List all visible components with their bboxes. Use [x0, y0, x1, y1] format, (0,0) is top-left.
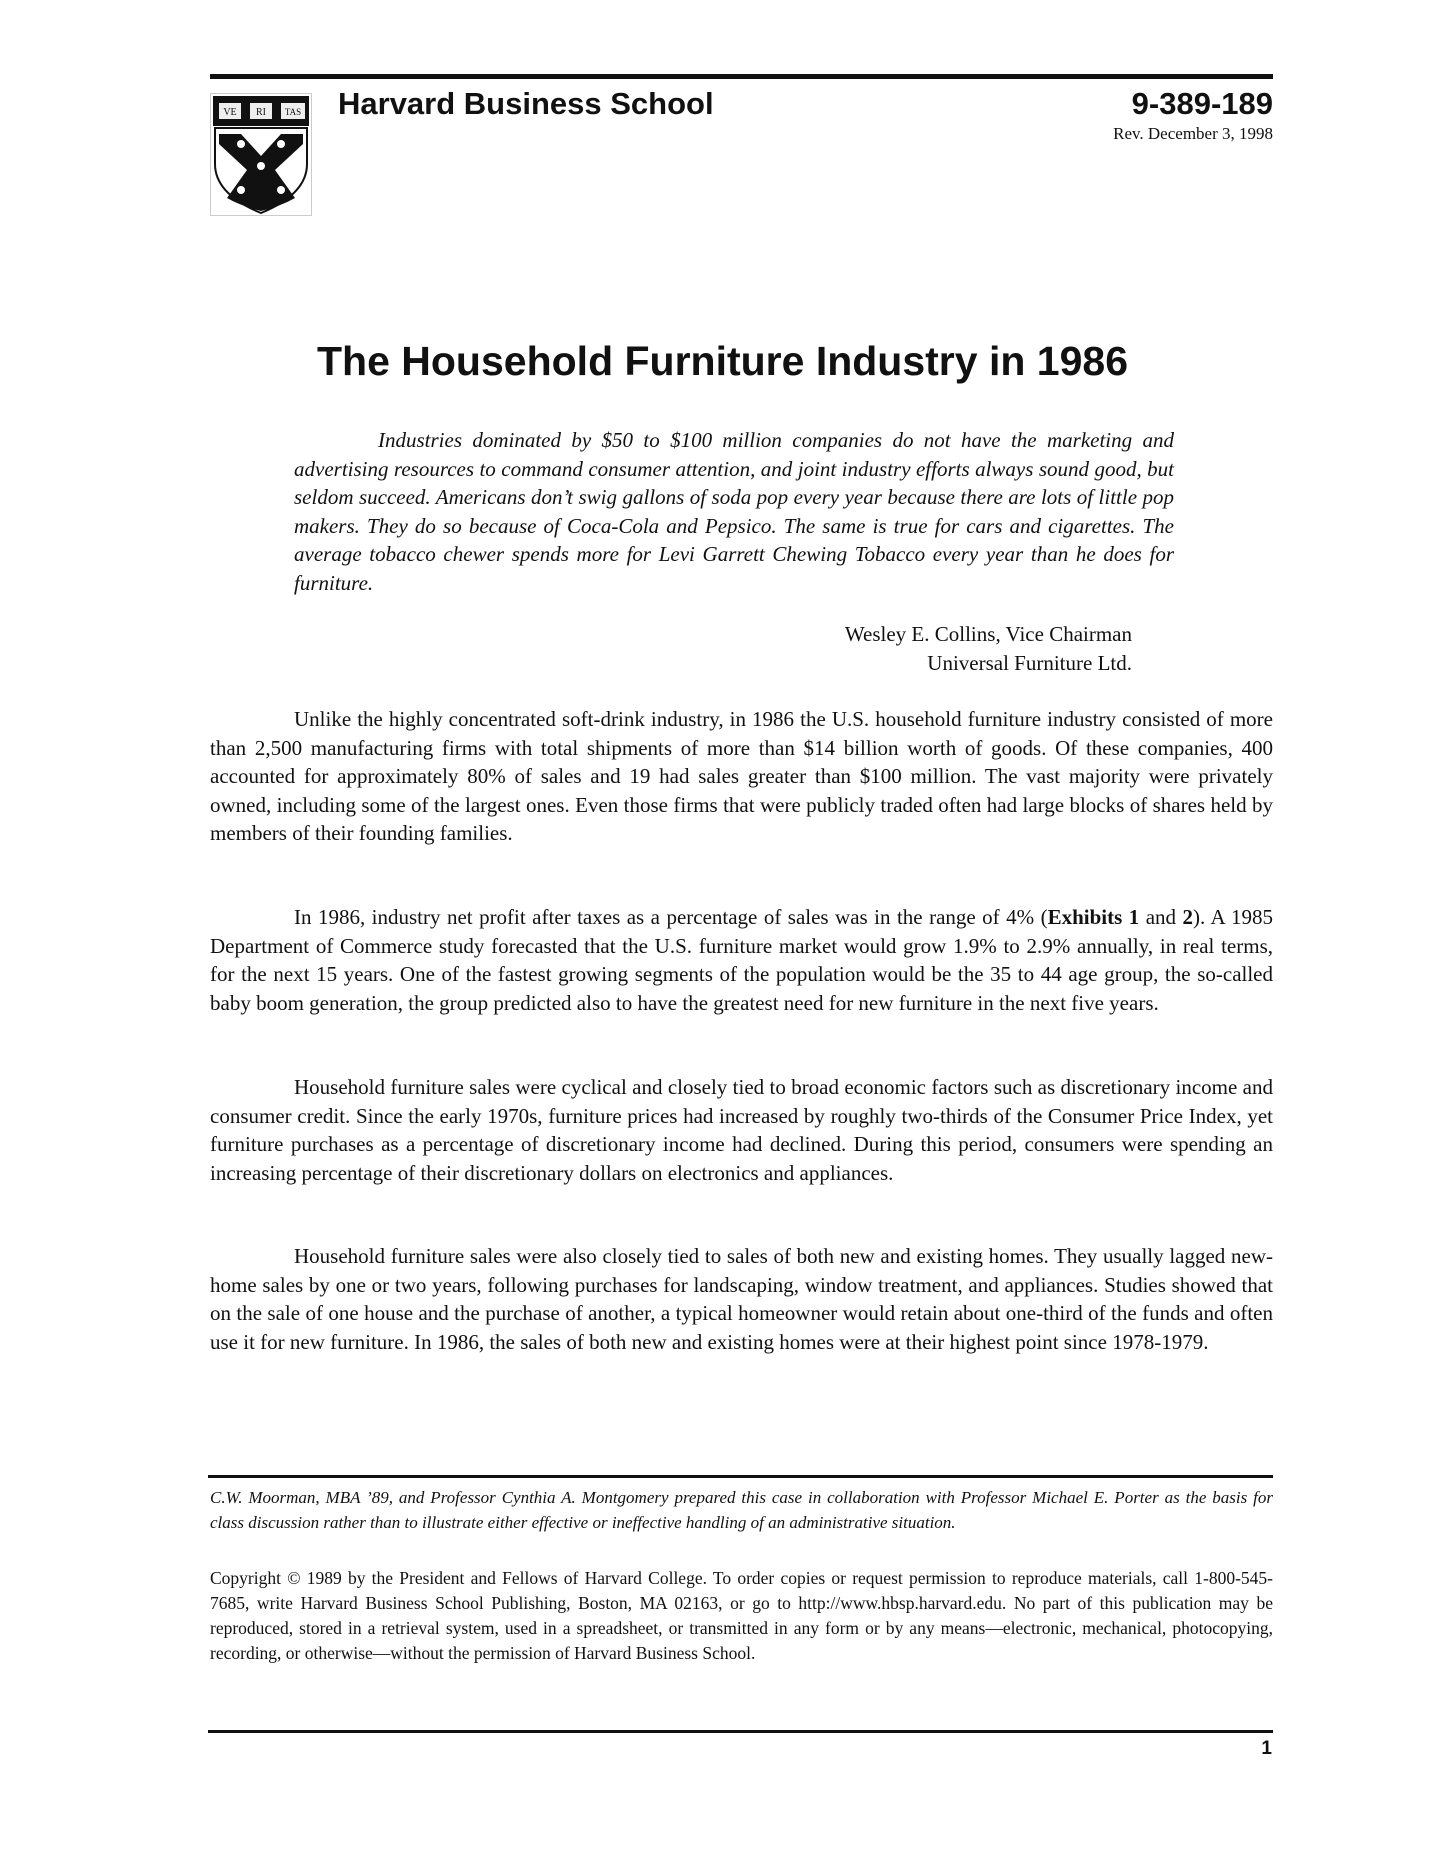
- attribution-org: Universal Furniture Ltd.: [927, 651, 1132, 675]
- exhibit-reference-1: Exhibits 1: [1047, 905, 1140, 929]
- copyright-notice: Copyright © 1989 by the President and Fellows of Harvard College. To order copies or request permission to reproduce materials, call 1-800-545-7685, write Harvard Business School Publishing, Boston, MA 02163, or go to http://www.hbsp.harvard.edu. No part of this publication may be reproduced, stored in a retrieval system, used in a spreadsheet, or transmitted in any form or by any means—electronic, mechanical, photocopying, recording, or otherwise—without the permission of Harvard Business School.: [210, 1568, 1273, 1663]
- footer-rule: [208, 1475, 1273, 1478]
- attribution-name: Wesley E. Collins, Vice Chairman: [844, 622, 1132, 646]
- harvard-shield-icon: [210, 93, 312, 216]
- paragraph-text: and: [1139, 905, 1183, 929]
- body-paragraph-2: [210, 903, 1273, 1017]
- page-number: 1: [1261, 1738, 1272, 1759]
- body-paragraph-4: Household furniture sales were also closely tied to sales of both new and existing homes. They usually lagged new-home sales by one or two years, following purchases for landscaping, window treatment, and appliances. Studies showed that on the sale of one house and the purchase of another, a typical homeowner would retain about one-third of the funds and often use it for new furniture. In 1986, the sales of both new and existing homes were at their highest point since 1978-1979.: [210, 1244, 1273, 1354]
- epigraph-quote: [294, 426, 1174, 597]
- body-paragraph-1: Unlike the highly concentrated soft-drink industry, in 1986 the U.S. household furniture industry consisted of more than 2,500 manufacturing firms with total shipments of more than $14 billion worth of goods. Of these companies, 400 accounted for approximately 80% of sales and 19 had sales greater than $100 million. The vast majority were privately owned, including some of the largest ones. Even those firms that were publicly traded often had large blocks of shares held by members of their founding families.: [210, 707, 1273, 846]
- exhibit-reference-2: 2: [1182, 905, 1193, 929]
- institution-name: Harvard Business School: [338, 86, 714, 121]
- page-bottom-rule: [208, 1730, 1273, 1733]
- revision-date: Rev. December 3, 1998: [1113, 124, 1273, 143]
- case-number: 9-389-189: [1131, 86, 1273, 121]
- header-rule: [210, 74, 1273, 79]
- svg-text:RI: RI: [256, 107, 266, 118]
- logo-banner-ve: VE: [223, 107, 237, 118]
- document-title: The Household Furniture Industry in 1986: [317, 338, 1128, 384]
- case-authorship-note: C.W. Moorman, MBA ’89, and Professor Cynthia A. Montgomery prepared this case in collaboration with Professor Michael E. Porter as the basis for class discussion rather than to illustrate either effective or ineffective handling of an administrative situation.: [210, 1488, 1273, 1532]
- epigraph-text: Industries dominated by $50 to $100 million companies do not have the marketing and advertising resources to command consumer attention, and joint industry efforts always sound good, but seldom succeed. Americans don’t swig gallons of soda pop every year because there are lots of little pop makers. They do so because of Coca-Cola and Pepsico. The same is true for cars and cigarettes. The average tobacco chewer spends more for Levi Garrett Chewing Tobacco every year than he does for furniture.: [294, 428, 1174, 595]
- paragraph-text: ). A 1985 Department of Commerce study forecasted that the U.S. furniture market would grow 1.9% to 2.9% annually, in real terms, for the next 15 years. One of the fastest growing segments of the population would be the 35 to 44 age group, the so-called baby boom generation, the group predicted also to have the greatest need for new furniture in the next five years.: [210, 905, 1274, 1015]
- svg-text:TAS: TAS: [284, 107, 302, 117]
- paragraph-text: In 1986, industry net profit after taxes as a percentage of sales was in the range of 4% (: [294, 905, 1048, 929]
- epigraph-attribution: [700, 620, 1132, 678]
- body-paragraph-3: Household furniture sales were cyclical and closely tied to broad economic factors such as discretionary income and consumer credit. Since the early 1970s, furniture prices had increased by roughly two-thirds of the Consumer Price Index, yet furniture purchases as a percentage of discretionary income had declined. During this period, consumers were spending an increasing percentage of their discretionary dollars on electronics and appliances.: [210, 1075, 1273, 1185]
